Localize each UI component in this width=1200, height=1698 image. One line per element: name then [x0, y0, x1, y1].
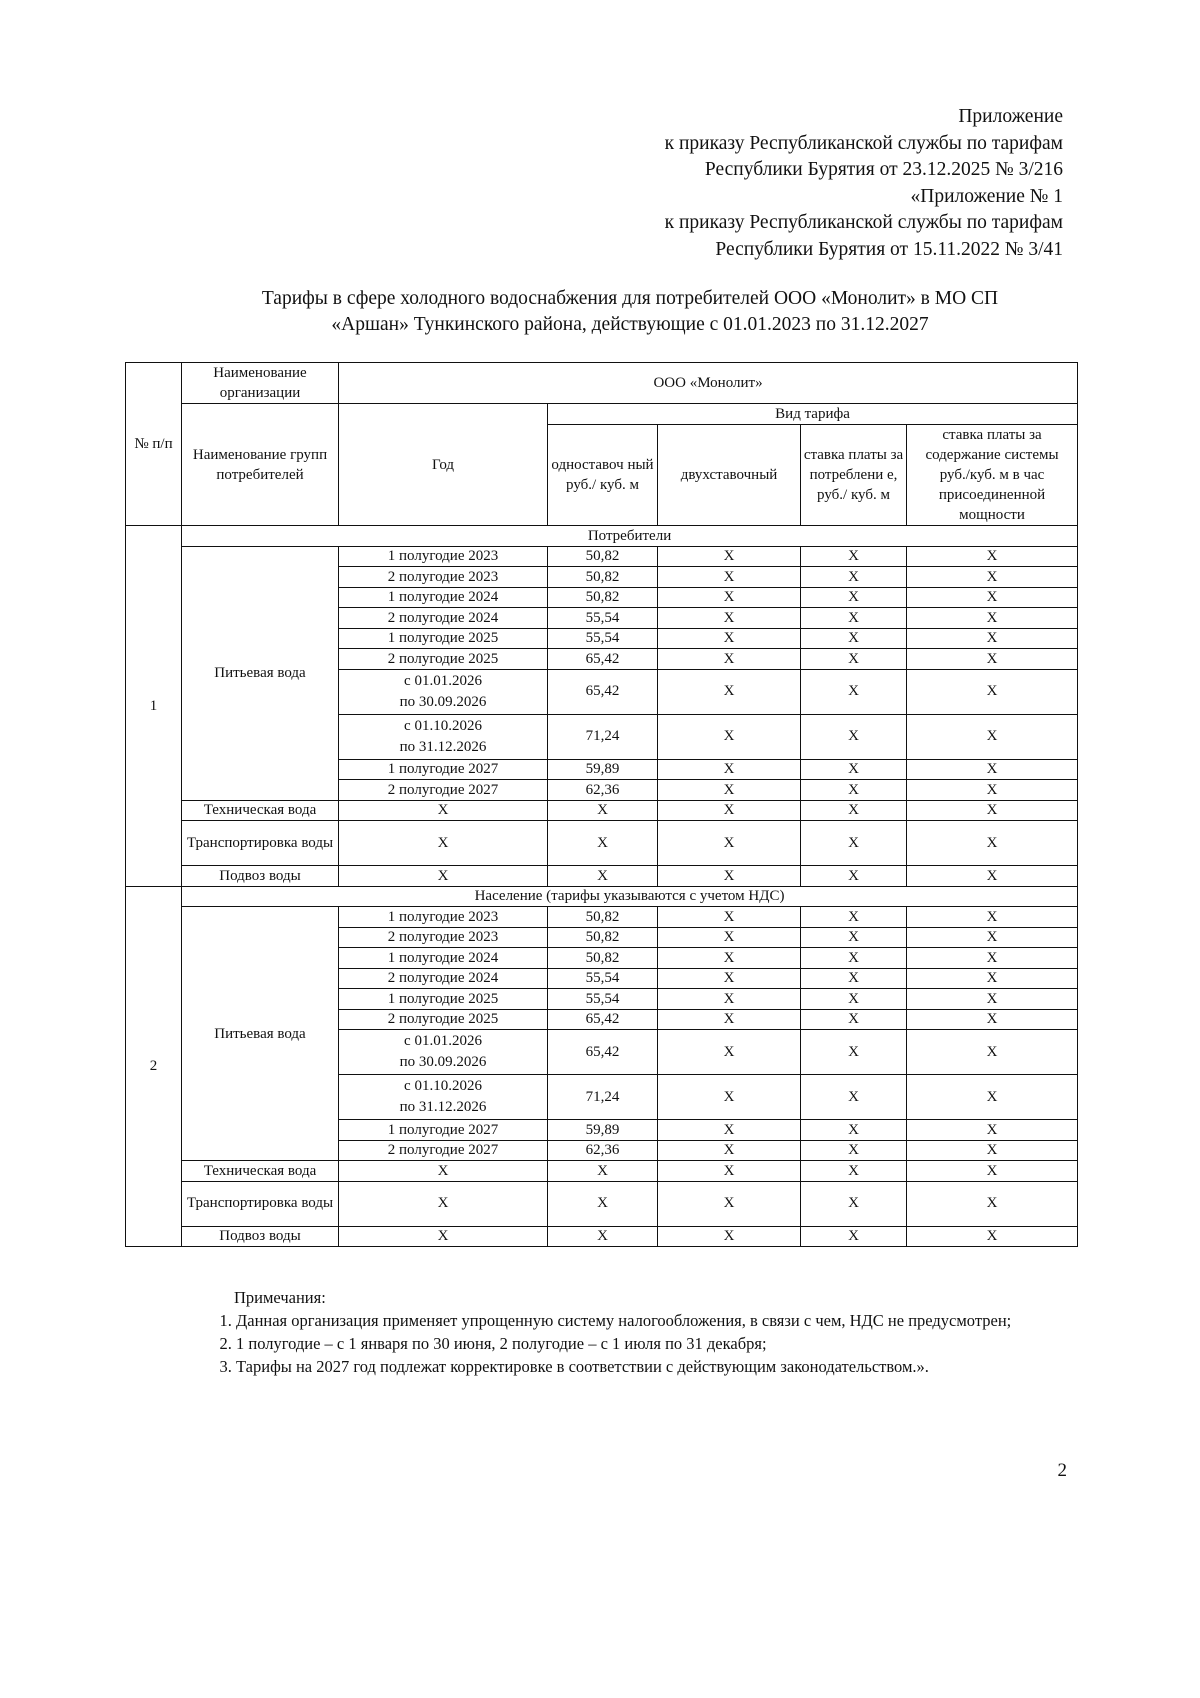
period-cell: 2 полугодие 2023 [339, 567, 548, 588]
header-two-part: двухставочный [658, 425, 801, 526]
one-part-tariff: 50,82 [548, 948, 658, 969]
maintenance-rate: X [907, 1075, 1078, 1120]
two-part-tariff: X [658, 567, 801, 588]
one-part-tariff: 50,82 [548, 546, 658, 567]
x-cell: X [801, 1161, 907, 1182]
section-header-row [126, 886, 1078, 907]
one-part-tariff: 71,24 [548, 714, 658, 759]
consumption-rate: X [801, 968, 907, 989]
header-line: «Приложение № 1 [910, 185, 1063, 207]
consumption-rate: X [801, 759, 907, 780]
consumption-rate: X [801, 587, 907, 608]
one-part-tariff: 62,36 [548, 1140, 658, 1161]
two-part-tariff: X [658, 649, 801, 670]
maintenance-rate: X [907, 567, 1078, 588]
period-cell: 2 полугодие 2027 [339, 780, 548, 801]
maintenance-rate: X [907, 669, 1078, 714]
two-part-tariff: X [658, 546, 801, 567]
table-row [126, 907, 1078, 928]
maintenance-rate: X [907, 1120, 1078, 1141]
header-tariff-type: Вид тарифа [548, 404, 1078, 425]
two-part-tariff: X [658, 1120, 801, 1141]
section-title: Потребители [182, 526, 1078, 547]
x-cell: X [548, 1161, 658, 1182]
x-cell: X [548, 821, 658, 866]
period-cell: с 01.01.2026 по 30.09.2026 [339, 1030, 548, 1075]
table-row [126, 1181, 1078, 1226]
period-cell: 1 полугодие 2025 [339, 628, 548, 649]
consumption-rate: X [801, 714, 907, 759]
consumption-rate: X [801, 780, 907, 801]
x-cell: X [339, 1181, 548, 1226]
maintenance-rate: X [907, 927, 1078, 948]
header-line: к приказу Республиканской службы по тарифам [664, 212, 1063, 233]
one-part-tariff: 59,89 [548, 1120, 658, 1141]
group-name: Подвоз воды [182, 1226, 339, 1247]
section-number: 1 [126, 526, 182, 887]
period-cell: 2 полугодие 2027 [339, 1140, 548, 1161]
group-name: Подвоз воды [182, 866, 339, 887]
consumption-rate: X [801, 1140, 907, 1161]
consumption-rate: X [801, 628, 907, 649]
period-cell: с 01.10.2026 по 31.12.2026 [339, 1075, 548, 1120]
two-part-tariff: X [658, 780, 801, 801]
one-part-tariff: 55,54 [548, 628, 658, 649]
x-cell: X [339, 1161, 548, 1182]
one-part-tariff: 50,82 [548, 587, 658, 608]
maintenance-rate: X [907, 1140, 1078, 1161]
tariff-table [125, 362, 1078, 1247]
x-cell: X [801, 866, 907, 887]
x-cell: X [907, 1161, 1078, 1182]
header-one-part: одноставоч ный руб./ куб. м [548, 425, 658, 526]
x-cell: X [548, 800, 658, 821]
period-cell: 1 полугодие 2025 [339, 989, 548, 1010]
period-cell: с 01.01.2026 по 30.09.2026 [339, 669, 548, 714]
one-part-tariff: 50,82 [548, 927, 658, 948]
x-cell: X [658, 866, 801, 887]
group-name: Техническая вода [182, 1161, 339, 1182]
group-name: Техническая вода [182, 800, 339, 821]
header-line: Приложение [958, 106, 1063, 127]
two-part-tariff: X [658, 608, 801, 629]
table-row [126, 800, 1078, 821]
x-cell: X [339, 1226, 548, 1247]
note-item: 2. 1 полугодие – с 1 января по 30 июня, 2 полугодие – с 1 июля по 31 декабря; [236, 1332, 1065, 1355]
group-name: Транспортировка воды [182, 821, 339, 866]
header-line: Республики Бурятия от 15.11.2022 № 3/41 [715, 238, 1063, 260]
period-cell: 1 полугодие 2024 [339, 948, 548, 969]
period-cell: 2 полугодие 2024 [339, 608, 548, 629]
one-part-tariff: 55,54 [548, 989, 658, 1010]
x-cell: X [339, 866, 548, 887]
consumption-rate: X [801, 989, 907, 1010]
note-item: 3. Тарифы на 2027 год подлежат корректировке в соответствии с действующим законодательством.». [236, 1355, 1065, 1378]
x-cell: X [658, 821, 801, 866]
period-cell: 1 полугодие 2023 [339, 546, 548, 567]
note-item: 1. Данная организация применяет упрощенную систему налогообложения, в связи с чем, НДС не предусмотрен; [236, 1309, 1065, 1332]
one-part-tariff: 55,54 [548, 968, 658, 989]
maintenance-rate: X [907, 989, 1078, 1010]
group-name: Питьевая вода [182, 907, 339, 1161]
two-part-tariff: X [658, 1009, 801, 1030]
maintenance-rate: X [907, 714, 1078, 759]
x-cell: X [658, 1161, 801, 1182]
one-part-tariff: 65,42 [548, 649, 658, 670]
two-part-tariff: X [658, 907, 801, 928]
period-cell: 1 полугодие 2024 [339, 587, 548, 608]
consumption-rate: X [801, 669, 907, 714]
period-cell: 2 полугодие 2025 [339, 649, 548, 670]
header-org: ООО «Монолит» [339, 363, 1078, 404]
maintenance-rate: X [907, 587, 1078, 608]
consumption-rate: X [801, 907, 907, 928]
x-cell: X [801, 1181, 907, 1226]
header-year: Год [339, 404, 548, 526]
one-part-tariff: 65,42 [548, 1030, 658, 1075]
one-part-tariff: 65,42 [548, 1009, 658, 1030]
maintenance-rate: X [907, 759, 1078, 780]
two-part-tariff: X [658, 628, 801, 649]
x-cell: X [907, 800, 1078, 821]
one-part-tariff: 71,24 [548, 1075, 658, 1120]
x-cell: X [548, 866, 658, 887]
period-cell: 2 полугодие 2023 [339, 927, 548, 948]
consumption-rate: X [801, 649, 907, 670]
table-row [126, 1161, 1078, 1182]
x-cell: X [801, 821, 907, 866]
x-cell: X [658, 1226, 801, 1247]
x-cell: X [658, 800, 801, 821]
x-cell: X [907, 866, 1078, 887]
header-consumption-rate: ставка платы за потреблени е, руб./ куб. м [801, 425, 907, 526]
two-part-tariff: X [658, 714, 801, 759]
notes-title: Примечания: [234, 1288, 326, 1307]
table-body [126, 526, 1078, 1247]
header-num: № п/п [126, 363, 182, 526]
x-cell: X [548, 1181, 658, 1226]
period-cell: 1 полугодие 2027 [339, 1120, 548, 1141]
one-part-tariff: 59,89 [548, 759, 658, 780]
consumption-rate: X [801, 567, 907, 588]
x-cell: X [548, 1226, 658, 1247]
one-part-tariff: 62,36 [548, 780, 658, 801]
maintenance-rate: X [907, 1009, 1078, 1030]
consumption-rate: X [801, 1075, 907, 1120]
consumption-rate: X [801, 1120, 907, 1141]
header-maintenance-rate: ставка платы за содержание системы руб./куб. м в час присоединенной мощности [907, 425, 1078, 526]
table-row [126, 821, 1078, 866]
consumption-rate: X [801, 1030, 907, 1075]
two-part-tariff: X [658, 1075, 801, 1120]
header-line: к приказу Республиканской службы по тарифам [664, 132, 1063, 154]
table-row [126, 1226, 1078, 1247]
maintenance-rate: X [907, 649, 1078, 670]
section-header-row [126, 526, 1078, 547]
two-part-tariff: X [658, 587, 801, 608]
one-part-tariff: 50,82 [548, 567, 658, 588]
period-cell: 2 полугодие 2024 [339, 968, 548, 989]
period-cell: 1 полугодие 2027 [339, 759, 548, 780]
two-part-tariff: X [658, 669, 801, 714]
period-cell: 1 полугодие 2023 [339, 907, 548, 928]
table-row [126, 866, 1078, 887]
x-cell: X [339, 821, 548, 866]
consumption-rate: X [801, 948, 907, 969]
x-cell: X [801, 1226, 907, 1247]
consumption-rate: X [801, 546, 907, 567]
period-cell: с 01.10.2026 по 31.12.2026 [339, 714, 548, 759]
x-cell: X [907, 1226, 1078, 1247]
maintenance-rate: X [907, 608, 1078, 629]
two-part-tariff: X [658, 759, 801, 780]
table-row [126, 546, 1078, 567]
two-part-tariff: X [658, 948, 801, 969]
section-number: 2 [126, 886, 182, 1247]
maintenance-rate: X [907, 546, 1078, 567]
one-part-tariff: 65,42 [548, 669, 658, 714]
maintenance-rate: X [907, 948, 1078, 969]
notes [210, 1286, 1065, 1378]
consumption-rate: X [801, 1009, 907, 1030]
maintenance-rate: X [907, 780, 1078, 801]
x-cell: X [801, 800, 907, 821]
consumption-rate: X [801, 927, 907, 948]
two-part-tariff: X [658, 989, 801, 1010]
header-org-label: Наименование организации [182, 363, 339, 404]
two-part-tariff: X [658, 1140, 801, 1161]
two-part-tariff: X [658, 968, 801, 989]
one-part-tariff: 50,82 [548, 907, 658, 928]
group-name: Транспортировка воды [182, 1181, 339, 1226]
maintenance-rate: X [907, 968, 1078, 989]
consumption-rate: X [801, 608, 907, 629]
section-title: Население (тарифы указываются с учетом НДС) [182, 886, 1078, 907]
page-number: 2 [1057, 1460, 1067, 1481]
title-line: Тарифы в сфере холодного водоснабжения для потребителей ООО «Монолит» в МО СП [261, 288, 999, 309]
x-cell: X [339, 800, 548, 821]
maintenance-rate: X [907, 907, 1078, 928]
title-line: «Аршан» Тункинского района, действующие с 01.01.2023 по 31.12.2027 [331, 314, 929, 335]
document-header [665, 104, 1063, 263]
header-group: Наименование групп потребителей [182, 404, 339, 526]
one-part-tariff: 55,54 [548, 608, 658, 629]
two-part-tariff: X [658, 927, 801, 948]
period-cell: 2 полугодие 2025 [339, 1009, 548, 1030]
maintenance-rate: X [907, 628, 1078, 649]
document-title [150, 286, 1110, 338]
x-cell: X [907, 1181, 1078, 1226]
maintenance-rate: X [907, 1030, 1078, 1075]
group-name: Питьевая вода [182, 546, 339, 800]
two-part-tariff: X [658, 1030, 801, 1075]
x-cell: X [658, 1181, 801, 1226]
header-line: Республики Бурятия от 23.12.2025 № 3/216 [704, 159, 1063, 180]
x-cell: X [907, 821, 1078, 866]
